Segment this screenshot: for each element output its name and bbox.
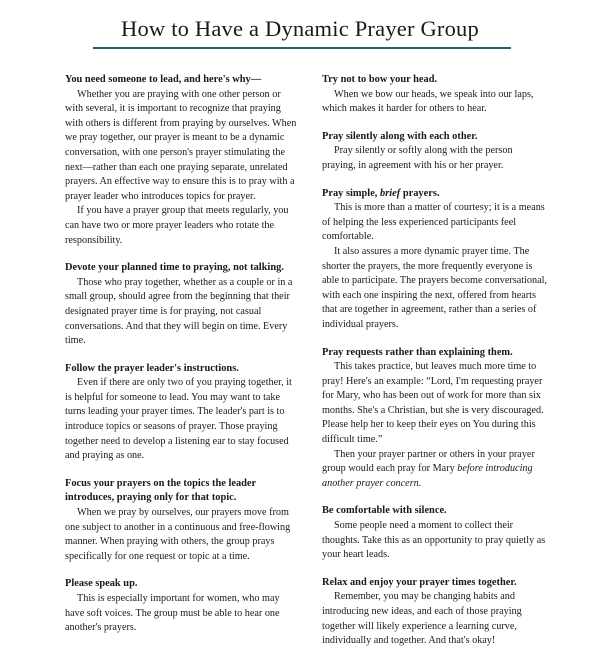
section-speak-up [65, 577, 297, 635]
paragraph-text: Then your prayer partner or others in your prayer group would each pray for Mary [322, 448, 535, 475]
section-heading: Pray silently along with each other. [322, 130, 478, 142]
section-paragraph: Those who pray together, whether as a couple or in a small group, should agree from the beginning that their designated prayer time is for praying, not casual conversations. And that they will begin on time. Every time. [65, 276, 293, 347]
section-follow-leader [65, 362, 297, 464]
section-paragraph: This is especially important for women, who may have soft voices. The group must be able to hear one another's prayers. [65, 593, 280, 634]
section-brief-prayers [322, 187, 548, 333]
right-column [322, 73, 548, 662]
section-heading: Relax and enjoy your prayer times together. [322, 576, 517, 588]
section-heading [322, 187, 548, 202]
section-pray-silently [322, 130, 548, 174]
section-heading: You need someone to lead, and here's why— [65, 74, 262, 85]
section-devote-time [65, 261, 297, 349]
paragraph-emphasis: before introducing another prayer concern. [322, 463, 533, 489]
section-paragraph: When we bow our heads, we speak into our laps, which makes it harder for others to hear. [322, 88, 534, 115]
section-paragraph: Even if there are only two of you praying together, it is helpful for someone to lead. You may want to take turns leading your prayer times. The leader's part is to introduce topics or seasons of prayer. Those praying together need to develop a listening ear to stay focused and praying as one. [65, 377, 292, 462]
section-focus-topics [65, 477, 297, 565]
section-heading: Pray requests rather than explaining them. [322, 346, 513, 358]
section-paragraph: Remember, you may be changing habits and introducing new ideas, and each of those praying together will likely experience a learning curve, individually and together. And that's okay! [322, 591, 522, 647]
section-paragraph [322, 448, 548, 492]
section-need-leader [65, 73, 297, 248]
section-paragraph: If you have a prayer group that meets regularly, you can have two or more prayer leaders who rotate the responsibility. [65, 205, 289, 246]
section-paragraph: This takes practice, but leaves much more time to pray! Here's an example: “Lord, I'm requesting prayer for Mary, who has been out of work for more than six months. She's a Christian, but she is very discouraged. Please help her to keep their eyes on You during this difficult time.” [322, 361, 544, 446]
left-column [65, 73, 297, 649]
section-pray-requests [322, 346, 548, 492]
section-silence [322, 504, 548, 562]
section-paragraph: Whether you are praying with one other person or with several, it is important to recognize that praying with others is different from praying by ourselves. When we pray together, our prayer is meant to be a dynamic conversation, with one person's prayer stimulating the next—rather than each one praying separate, unrelated prayers. An effective way to ensure this is to pray with a prayer leader who introduces topics for prayer. [65, 88, 297, 202]
heading-part: Pray simple, [322, 187, 381, 199]
heading-emphasis: brief [380, 187, 401, 199]
section-relax [322, 576, 548, 649]
section-heading: Devote your planned time to praying, not talking. [65, 262, 284, 274]
section-dont-bow-head [322, 73, 548, 117]
section-paragraph: Some people need a moment to collect their thoughts. Take this as an opportunity to pray quietly as your heart leads. [322, 520, 546, 561]
section-heading: Follow the prayer leader's instructions. [65, 362, 239, 374]
title-divider [93, 47, 511, 49]
page-title: How to Have a Dynamic Prayer Group [121, 16, 479, 41]
section-paragraph: When we pray by ourselves, our prayers move from one subject to another in a continuous and free-flowing manner. When praying with others, the group prays specifically for one request or topic at a time. [65, 507, 291, 562]
heading-part: prayers. [400, 187, 440, 199]
section-paragraph: This is more than a matter of courtesy; it is a means of helping the less experienced participants feel comfortable. [322, 202, 545, 243]
section-paragraph: It also assures a more dynamic prayer time. The shorter the prayers, the more frequently everyone is able to participate. The prayers become conversational, with each one inspiring the next, offered from hearts that are together in agreement, rather than a series of individual prayers. [322, 245, 547, 330]
section-heading: Try not to bow your head. [322, 74, 438, 85]
section-heading: Please speak up. [65, 578, 138, 590]
section-heading: Focus your prayers on the topics the leader introduces, praying only for that topic. [65, 477, 256, 504]
section-heading: Be comfortable with silence. [322, 505, 447, 517]
section-paragraph: Pray silently or softly along with the person praying, in agreement with his or her prayer. [322, 145, 513, 171]
